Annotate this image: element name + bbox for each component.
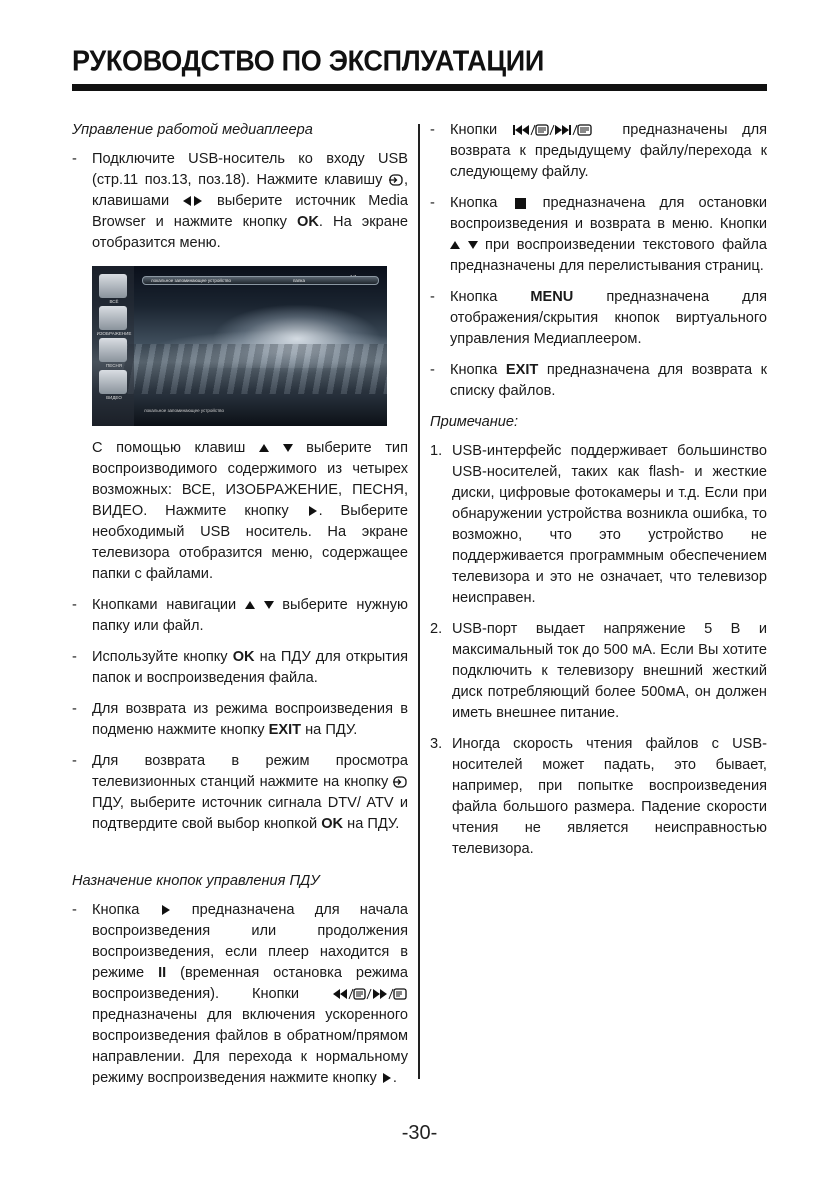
right-column xyxy=(430,120,767,870)
arrow-left-icon xyxy=(183,196,191,206)
list-item: - Используйте кнопку OK на ПДУ для открытия папок и воспроизведения файла. xyxy=(72,649,409,686)
column-divider xyxy=(418,124,420,1079)
bullet-mark: - xyxy=(72,151,77,167)
arrow-down-icon xyxy=(283,444,293,452)
header-rule xyxy=(72,84,767,91)
source-input-icon xyxy=(393,776,408,788)
arrow-right-icon xyxy=(194,196,202,206)
list-item: - Кнопки предназначены для возврата к предыдущему файлу/перехода к следующему файлу. xyxy=(430,122,768,180)
arrow-down-icon xyxy=(468,241,478,249)
page-number: -30- xyxy=(401,1122,438,1144)
list-item: - Для возврата в режим просмотра телевизионных станций нажмите на кнопку ПДУ, выберите источник сигнала DTV/ ATV и подтвердите свой выбор кнопкой OK на ПДУ. xyxy=(72,753,408,832)
status-text: локальное запоминающее устройство xyxy=(144,408,225,413)
media-browser-screenshot xyxy=(92,266,387,426)
section-heading-remote-buttons: Назначение кнопок управления ПДУ xyxy=(72,873,320,889)
media-sidebar: ВСЁ ИЗОБРАЖЕНИЕ ПЕСНЯ ВИДЕО xyxy=(92,266,134,426)
arrow-up-icon xyxy=(245,601,255,609)
earth-clouds xyxy=(122,344,387,394)
list-item: - Кнопка предназначена для начала воспроизведения или продолжения воспроизведения, если плеер находится в режиме II (временная остановка режима воспроизведения). Кнопки предназначены для включения ускоренного воспроизведения файлов в обратном/прямом направлении. Для перехода к нормальному режиму воспроизведения нажмите кнопку . xyxy=(72,902,409,1086)
arrow-up-icon xyxy=(259,444,269,452)
rewind-fast-forward-icons xyxy=(332,988,408,1000)
note-item: 3. Иногда скорость чтения файлов с USB-носителей может падать, это бывает, например, при попытке воспроизведения файла большого размера. Падение скорости чтения не является неисправностью телевизора. xyxy=(430,736,767,857)
prev-next-icons xyxy=(512,124,608,136)
section-heading-media-player: Управление работой медиаплеера xyxy=(72,122,313,138)
paragraph-select-type: С помощью клавиш выберите тип воспроизводимого содержимого из четырех возможных: ВСЕ, ИЗОБРАЖЕНИЕ, ПЕСНЯ, ВИДЕО. Нажмите кнопку . Выберите необходимый USB носитель. На экране телевизора отобразится меню, содержащее папки с файлами. xyxy=(92,440,408,582)
page-title: РУКОВОДСТВО ПО ЭКСПЛУАТАЦИИ xyxy=(72,45,545,77)
arrow-up-icon xyxy=(450,241,460,249)
arrow-down-icon xyxy=(264,601,274,609)
note-item: 1. USB-интерфейс поддерживает большинство USB-носителей, таких как flash- и жесткие диски, цифровые фотокамеры и т.д. Если при обнаружении устройства возникла ошибка, то возможно, что это устройство не поддерживается программным обеспечением телевизора и это не означает, что телевизор неисправен. xyxy=(430,443,767,606)
stop-icon xyxy=(515,198,526,209)
list-item: - Подключите USB-носитель ко входу USB (стр.11 поз.13, поз.18). Нажмите клавишу , клавишами выберите источник Media Browser и нажмите кнопку OK. На экране отобразится меню. xyxy=(72,151,408,251)
all-media-icon xyxy=(99,274,127,298)
path-bar: локальное запоминающее устройство папка xyxy=(142,276,379,285)
source-input-icon xyxy=(389,174,404,186)
list-item: - Кнопка предназначена для остановки воспроизведения и возврата в меню. Кнопки при воспроизведении текстового файла предназначены для перелистывания страниц. xyxy=(430,195,767,274)
list-item: - Для возврата из режима воспроизведения в подменю нажмите кнопку EXIT на ПДУ. xyxy=(72,701,408,738)
list-item: - Кнопка EXIT предназначена для возврата к списку файлов. xyxy=(430,362,767,399)
video-icon xyxy=(99,370,127,394)
play-icon xyxy=(383,1073,391,1083)
pause-icon: II xyxy=(158,965,167,981)
play-icon xyxy=(309,506,317,516)
left-column xyxy=(72,120,408,1099)
note-item: 2. USB-порт выдает напряжение 5 В и максимальный ток до 500 мА. Если Вы хотите подключить к телевизору внешний жесткий диск потребляющий более 500мА, он должен иметь внешнее питание. xyxy=(430,621,767,721)
note-heading: Примечание: xyxy=(430,414,519,430)
list-item: - Кнопка MENU предназначена для отображения/скрытия кнопок виртуального управления Медиаплеером. xyxy=(430,289,767,347)
list-item: - Кнопками навигации выберите нужную папку или файл. xyxy=(72,597,409,634)
music-icon xyxy=(99,338,127,362)
play-icon xyxy=(162,905,170,915)
image-icon xyxy=(99,306,127,330)
